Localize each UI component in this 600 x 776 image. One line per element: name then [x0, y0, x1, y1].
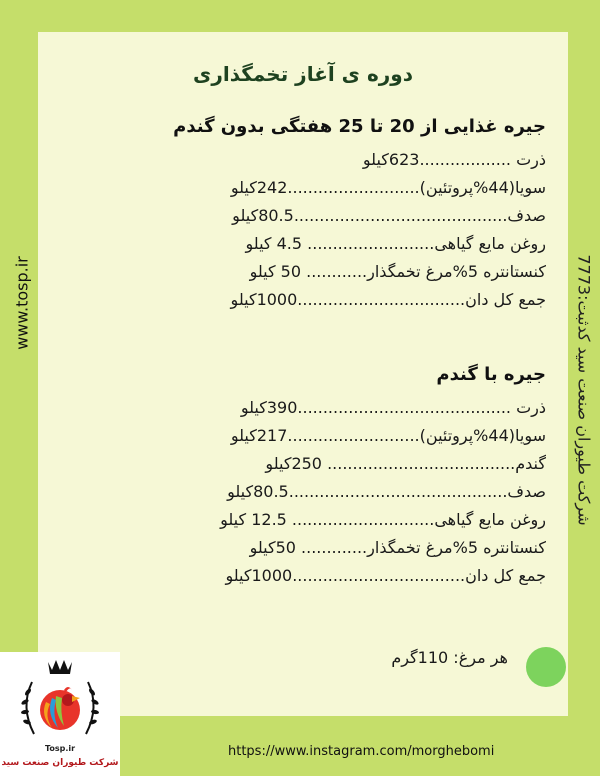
ration-row: کنستانتره 5%مرغ تخمگذار............. 50کیلو: [249, 538, 546, 557]
ration-row: گندم..................................... 250کیلو: [265, 454, 546, 473]
feed-per-bird: هر مرغ: 110گرم: [391, 648, 508, 667]
logo-company-name: شرکت طیوران صنعت سید: [1, 758, 119, 768]
ration-row: سویا(44%پروتئین)..........................217کیلو: [230, 426, 546, 445]
ration-list-without-wheat: [58, 146, 546, 314]
section-title-without-wheat: جیره غذایی از 20 تا 25 هفتگی بدون گندم: [173, 116, 546, 137]
instagram-link[interactable]: https://www.instagram.com/morghebomi: [228, 744, 495, 759]
ration-row: صدف..........................................80.5کیلو: [232, 206, 546, 225]
company-vertical-text: [570, 195, 598, 585]
ration-row: روغن مایع گیاهی............................ 12.5 کیلو: [220, 510, 546, 529]
rooster-logo-icon: [0, 652, 120, 752]
page-title: دوره ی آغاز تخمگذاری: [193, 62, 413, 86]
website-label: www.tosp.ir: [12, 256, 32, 350]
ration-row: جمع کل دان.................................1000کیلو: [230, 290, 546, 309]
ration-row: سویا(44%پروتئین)..........................242کیلو: [230, 178, 546, 197]
company-label: شرکت طیوران صنعت سید کدثبت:7773: [574, 254, 594, 526]
ration-row: ذرت ..................623کیلو: [362, 150, 546, 169]
recipe-card: [38, 32, 568, 716]
ration-row: صدف...........................................80.5کیلو: [227, 482, 546, 501]
ration-row: روغن مایع گیاهی......................... 4.5 کیلو: [245, 234, 546, 253]
company-logo: [0, 652, 120, 776]
green-dot-icon: [526, 647, 566, 687]
section-title-with-wheat: جیره با گندم: [436, 364, 546, 385]
ration-row: کنستانتره 5%مرغ تخمگذار............ 50 کیلو: [249, 262, 546, 281]
ration-row: جمع کل دان..................................1000کیلو: [225, 566, 546, 585]
ration-row: ذرت ..........................................390کیلو: [240, 398, 546, 417]
logo-site-text: Tosp.ir: [44, 744, 76, 753]
ration-list-with-wheat: [58, 394, 546, 590]
website-vertical-text: [7, 238, 37, 368]
